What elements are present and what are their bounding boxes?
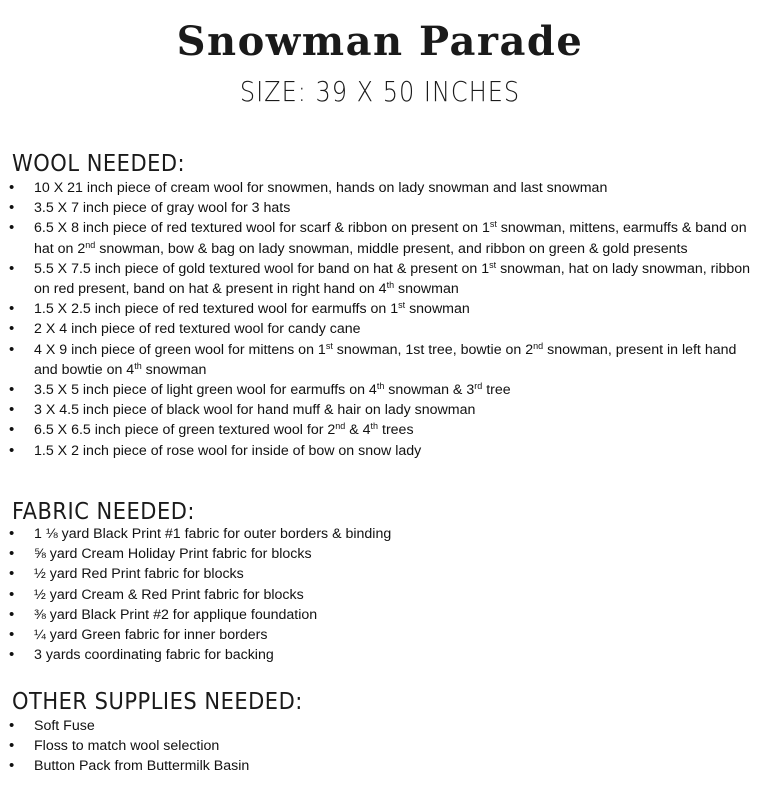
list-item <box>0 178 754 198</box>
item-text: snowman, bow & bag on lady snowman, middle present, and ribbon on green & gold presents <box>95 240 688 257</box>
supplies-heading: OTHER SUPPLIES NEEDED: <box>12 688 303 715</box>
item-text: ½ yard Red Print fabric for blocks <box>34 566 244 583</box>
item-text: snowman <box>394 281 459 298</box>
item-text: Soft Fuse <box>34 718 95 734</box>
list-item <box>0 299 754 319</box>
item-text: ½ yard Cream & Red Print fabric for blocks <box>34 586 304 603</box>
item-text: 4 X 9 inch piece of green wool for mittens on 1 <box>34 341 326 358</box>
item-text: 3.5 X 7 inch piece of gray wool for 3 hats <box>34 200 291 217</box>
ordinal-suffix: rd <box>474 381 483 392</box>
ordinal-suffix: nd <box>85 239 96 250</box>
list-item <box>0 716 754 736</box>
item-text: snowman, 1st tree, bowtie on 2 <box>332 341 534 358</box>
wool-list <box>0 178 754 461</box>
item-text: snowman, mittens, earmuffs & band on hat on 2 <box>34 220 747 257</box>
item-text: snowman <box>141 361 207 378</box>
item-text: 3 yards coordinating fabric for backing <box>34 647 274 664</box>
list-item <box>0 441 754 461</box>
list-item <box>0 544 754 564</box>
ordinal-suffix: th <box>376 381 385 392</box>
item-text: snowman, hat on lady snowman, ribbon on red present, band on hat & present in right hand on 4 <box>34 260 751 298</box>
item-text: 3.5 X 5 inch piece of light green wool for earmuffs on 4 <box>34 382 377 399</box>
list-item <box>0 420 754 440</box>
item-text: 6.5 X 8 inch piece of red textured wool for scarf & ribbon on present on 1 <box>34 220 490 237</box>
ordinal-suffix: nd <box>335 421 346 432</box>
ordinal-suffix: th <box>386 280 395 291</box>
item-text: snowman, present in left hand and bowtie on 4 <box>34 341 737 378</box>
pattern-title: Snowman Parade <box>176 18 584 65</box>
quilt-size: SIZE: 39 X 50 INCHES <box>239 75 521 109</box>
item-text: snowman & 3 <box>384 382 475 399</box>
ordinal-suffix: st <box>489 219 497 230</box>
ordinal-suffix: nd <box>533 340 544 351</box>
ordinal-suffix: th <box>134 360 142 371</box>
ordinal-suffix: st <box>325 340 333 351</box>
list-item <box>0 585 754 605</box>
item-text: 6.5 X 6.5 inch piece of green textured wool for 2 <box>34 422 336 439</box>
item-text: 2 X 4 inch piece of red textured wool for candy cane <box>34 321 361 338</box>
ordinal-suffix: st <box>489 259 497 270</box>
item-text: ⅝ yard Cream Holiday Print fabric for blocks <box>34 546 312 563</box>
ordinal-suffix: st <box>398 300 406 311</box>
item-text: 1.5 X 2.5 inch piece of red textured wool for earmuffs on 1 <box>34 301 399 318</box>
list-item <box>0 340 754 380</box>
list-item <box>0 319 754 339</box>
item-text: 1 ⅛ yard Black Print #1 fabric for outer borders & binding <box>34 526 392 542</box>
list-item <box>0 400 754 420</box>
list-item <box>0 218 754 258</box>
item-text: Floss to match wool selection <box>34 738 220 755</box>
item-text: snowman <box>405 301 470 318</box>
list-item <box>0 380 754 400</box>
list-item <box>0 756 754 776</box>
item-text: 3 X 4.5 inch piece of black wool for hand muff & hair on lady snowman <box>34 402 476 419</box>
list-item <box>0 605 754 625</box>
item-text: tree <box>482 382 511 399</box>
wool-heading: WOOL NEEDED: <box>12 150 186 177</box>
supplies-list <box>0 716 754 777</box>
item-text: ⅜ yard Black Print #2 for applique foundation <box>34 606 318 623</box>
item-text: 5.5 X 7.5 inch piece of gold textured wool for band on hat & present on 1 <box>34 260 490 277</box>
list-item <box>0 259 754 299</box>
list-item <box>0 625 754 645</box>
list-item <box>0 564 754 584</box>
fabric-list <box>0 524 754 665</box>
item-text: trees <box>378 422 414 439</box>
item-text: & 4 <box>345 422 371 439</box>
ordinal-suffix: th <box>370 421 379 432</box>
list-item <box>0 645 754 665</box>
list-item <box>0 524 754 544</box>
list-item <box>0 198 754 218</box>
item-text: Button Pack from Buttermilk Basin <box>34 758 250 775</box>
fabric-heading: FABRIC NEEDED: <box>12 498 195 525</box>
item-text: 10 X 21 inch piece of cream wool for snowmen, hands on lady snowman and last snowman <box>34 180 608 196</box>
list-item <box>0 736 754 756</box>
item-text: 1.5 X 2 inch piece of rose wool for inside of bow on snow lady <box>34 442 422 459</box>
item-text: ¼ yard Green fabric for inner borders <box>34 627 268 644</box>
